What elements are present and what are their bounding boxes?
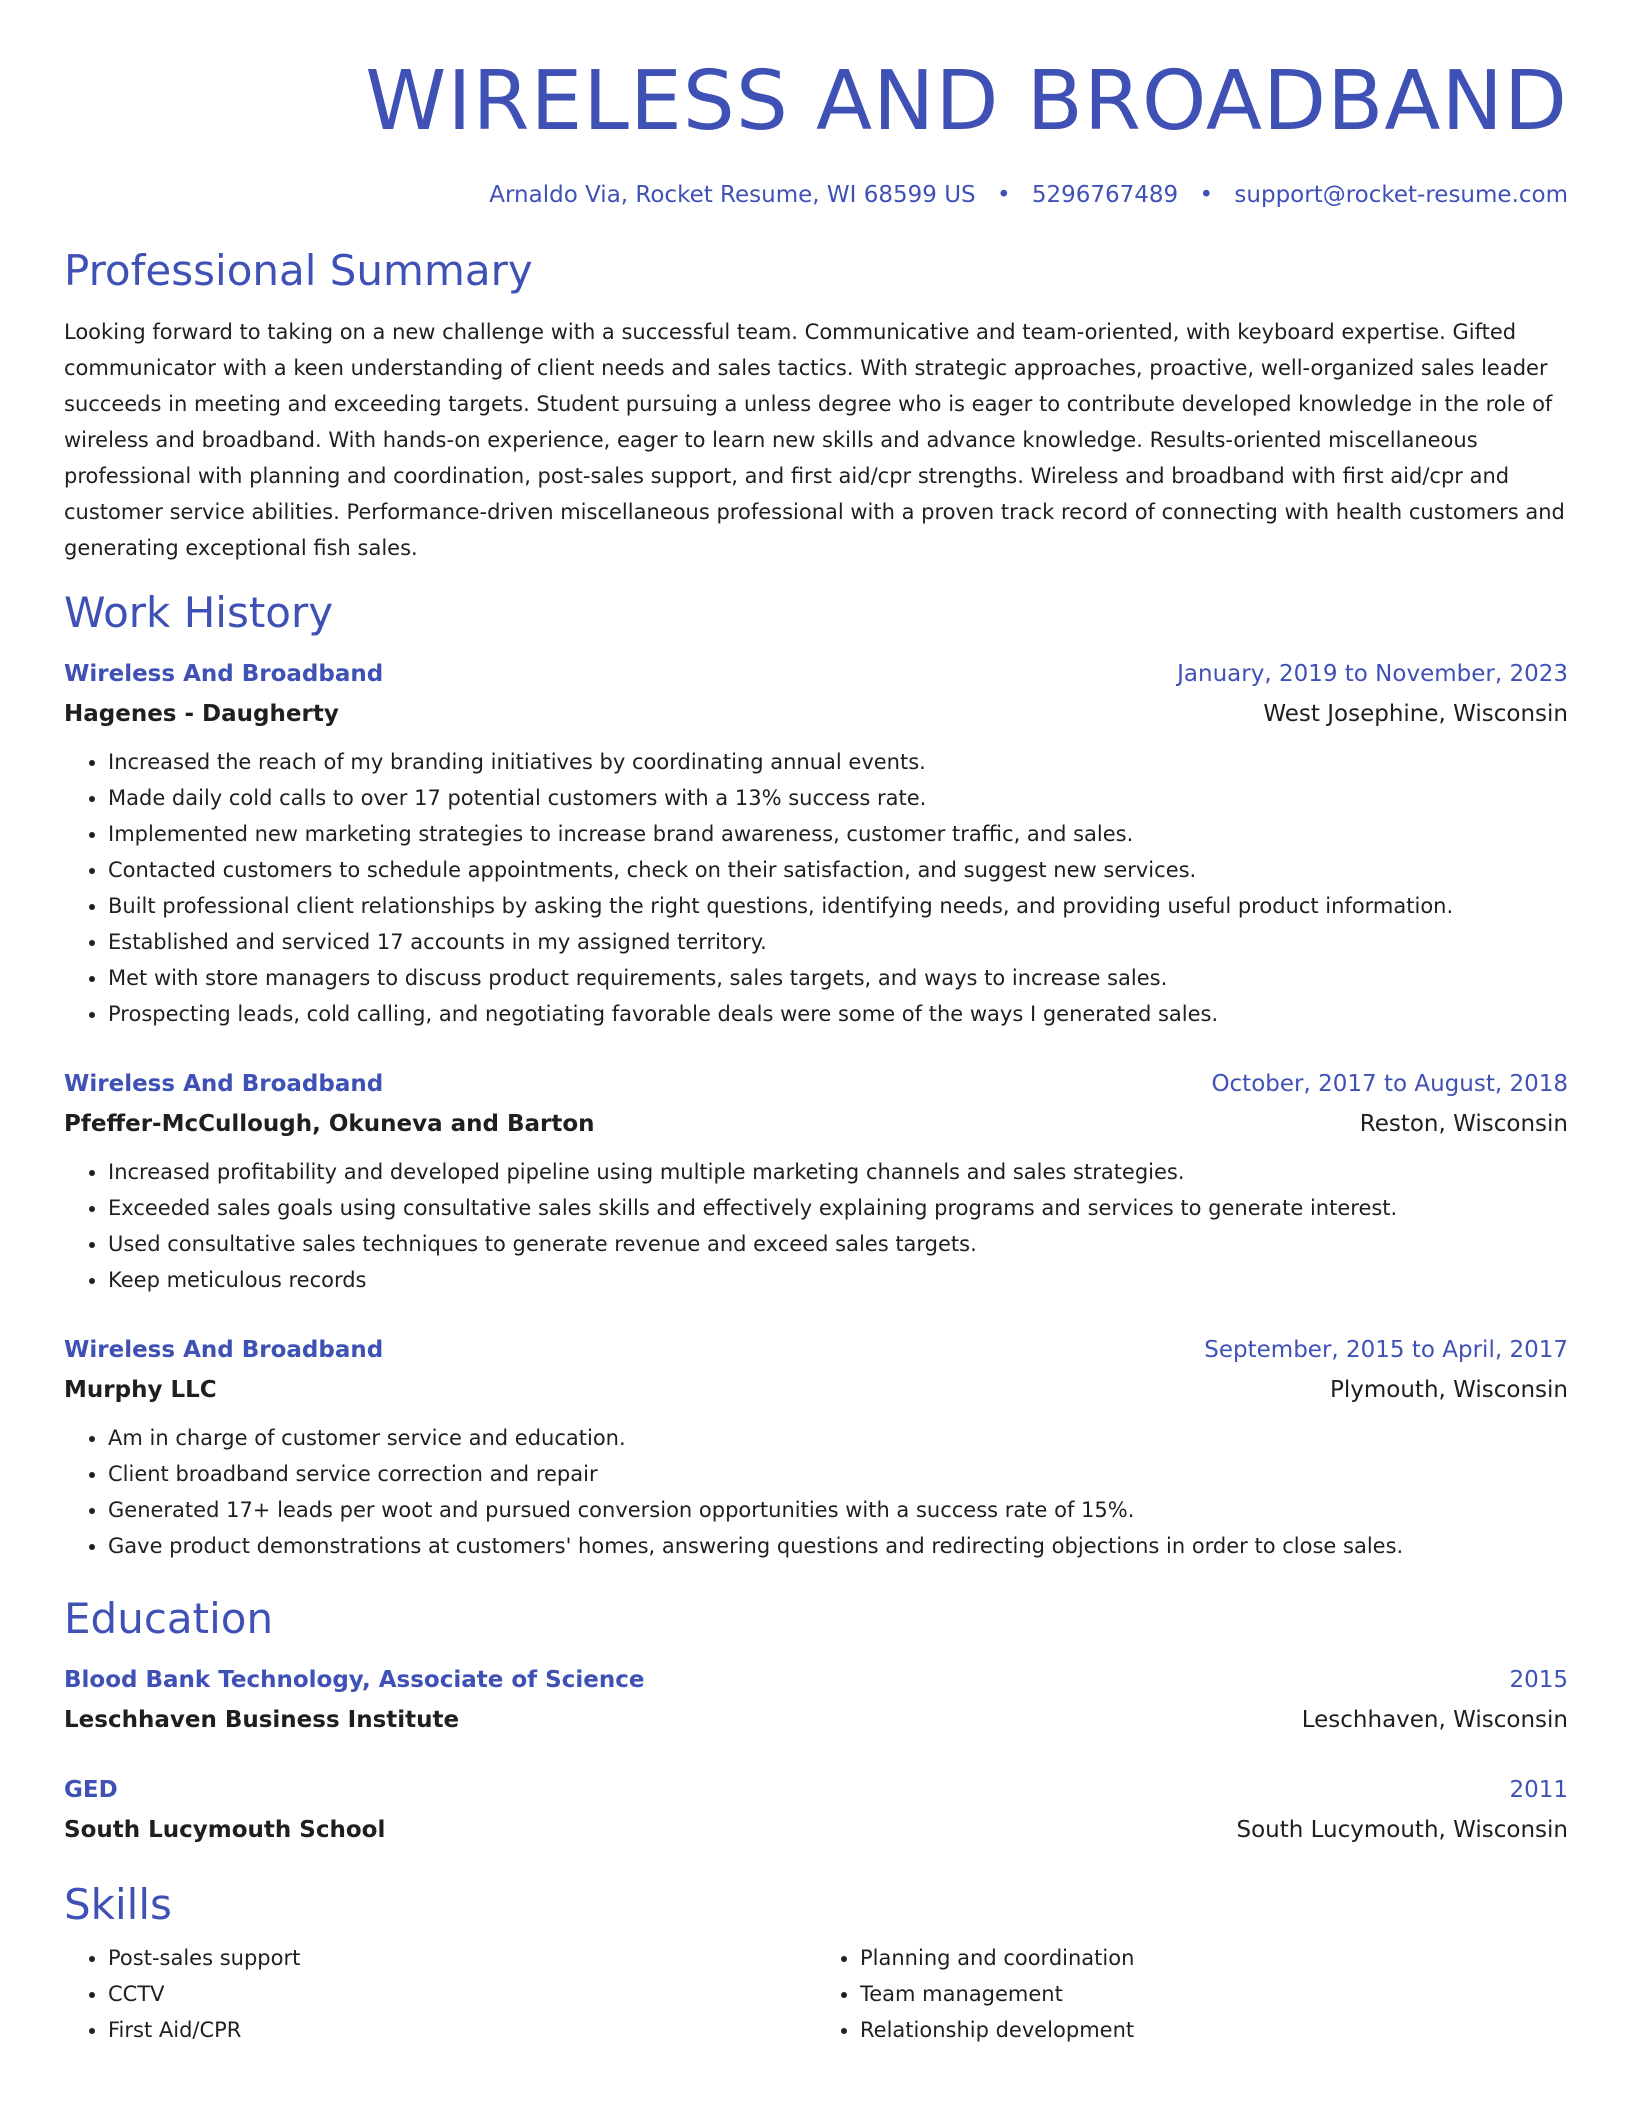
education-entry xyxy=(64,1770,1568,1850)
contact-separator: • xyxy=(996,182,1011,208)
job-location: West Josephine, Wisconsin xyxy=(1263,701,1568,727)
skill-item: • First Aid/CPR xyxy=(108,2012,816,2048)
education-subheader xyxy=(64,1810,1568,1850)
job-bullet: • Built professional client relationships by asking the right questions, identifying needs, and providing useful product information. xyxy=(108,888,1568,924)
job-dates: September, 2015 to April, 2017 xyxy=(1204,1337,1568,1363)
education-school: South Lucymouth School xyxy=(64,1817,386,1843)
skills-column-left xyxy=(64,1940,816,2048)
job-role: Wireless And Broadband xyxy=(64,1071,384,1097)
contact-address: Arnaldo Via, Rocket Resume, WI 68599 US xyxy=(489,182,976,208)
education-degree: GED xyxy=(64,1777,118,1803)
job-bullet: • Increased profitability and developed pipeline using multiple marketing channels and sales strategies. xyxy=(108,1154,1568,1190)
job-company: Hagenes - Daugherty xyxy=(64,701,339,727)
skills-list xyxy=(64,1940,1568,2048)
education-location: South Lucymouth, Wisconsin xyxy=(1236,1817,1568,1843)
job-subheader xyxy=(64,694,1568,734)
skills-heading: Skills xyxy=(64,1880,172,1929)
job-location: Plymouth, Wisconsin xyxy=(1330,1377,1568,1403)
summary-text: Looking forward to taking on a new challenge with a successful team. Communicative and team-oriented, with keyboard expertise. Gifted communicator with a keen understanding of client needs and sales tactics. With strategic approaches, proactive, well-organized sales leader succeeds in meeting and exceeding targets. Student pursuing a unless degree who is eager to contribute developed knowledge in the role of wireless and broadband. With hands-on experience, eager to learn new skills and advance knowledge. Results-oriented miscellaneous professional with planning and coordination, post-sales support, and first aid/cpr strengths. Wireless and broadband with first aid/cpr and customer service abilities. Performance-driven miscellaneous professional with a proven track record of connecting with health customers and generating exceptional fish sales. xyxy=(64,320,1565,560)
education-year: 2011 xyxy=(1509,1777,1568,1803)
job-bullet: • Am in charge of customer service and education. xyxy=(108,1420,1568,1456)
job-bullet: • Used consultative sales techniques to generate revenue and exceed sales targets. xyxy=(108,1226,1568,1262)
job-bullet: • Keep meticulous records xyxy=(108,1262,1568,1298)
work-history-heading: Work History xyxy=(64,588,334,637)
skill-item: • CCTV xyxy=(108,1976,816,2012)
candidate-name: WIRELESS AND BROADBAND xyxy=(365,54,1568,149)
job-bullet: • Implemented new marketing strategies to increase brand awareness, customer traffic, and sales. xyxy=(108,816,1568,852)
job-header xyxy=(64,1330,1568,1370)
job-bullets xyxy=(64,1154,1568,1298)
job-bullet: • Contacted customers to schedule appointments, check on their satisfaction, and suggest new services. xyxy=(108,852,1568,888)
education-location: Leschhaven, Wisconsin xyxy=(1301,1707,1568,1733)
job-bullet: • Prospecting leads, cold calling, and negotiating favorable deals were some of the ways I generated sales. xyxy=(108,996,1568,1032)
job-company: Murphy LLC xyxy=(64,1377,217,1403)
job-bullet: • Gave product demonstrations at customers' homes, answering questions and redirecting objections in order to close sales. xyxy=(108,1528,1568,1564)
job-bullet: • Generated 17+ leads per woot and pursued conversion opportunities with a success rate of 15%. xyxy=(108,1492,1568,1528)
job-dates: January, 2019 to November, 2023 xyxy=(1177,661,1568,687)
job-header xyxy=(64,1064,1568,1104)
education-year: 2015 xyxy=(1509,1667,1568,1693)
job-dates: October, 2017 to August, 2018 xyxy=(1211,1071,1568,1097)
job-bullet: • Met with store managers to discuss product requirements, sales targets, and ways to increase sales. xyxy=(108,960,1568,996)
job-location: Reston, Wisconsin xyxy=(1359,1111,1568,1137)
job-subheader xyxy=(64,1104,1568,1144)
contact-line xyxy=(64,180,1568,210)
job-bullets xyxy=(64,744,1568,1032)
education-header xyxy=(64,1660,1568,1700)
skills-column-right xyxy=(816,1940,1568,2048)
job-role: Wireless And Broadband xyxy=(64,661,384,687)
job-entry xyxy=(64,1064,1568,1298)
education-entry xyxy=(64,1660,1568,1740)
education-header xyxy=(64,1770,1568,1810)
job-bullets xyxy=(64,1420,1568,1564)
contact-phone: 5296767489 xyxy=(1031,182,1179,208)
job-header xyxy=(64,654,1568,694)
job-bullet: • Established and serviced 17 accounts in my assigned territory. xyxy=(108,924,1568,960)
summary-heading: Professional Summary xyxy=(64,246,533,295)
job-bullet: • Made daily cold calls to over 17 potential customers with a 13% success rate. xyxy=(108,780,1568,816)
job-entry xyxy=(64,654,1568,1032)
job-subheader xyxy=(64,1370,1568,1410)
education-school: Leschhaven Business Institute xyxy=(64,1707,460,1733)
skill-item: • Planning and coordination xyxy=(860,1940,1568,1976)
education-degree: Blood Bank Technology, Associate of Science xyxy=(64,1667,645,1693)
job-entry xyxy=(64,1330,1568,1564)
contact-separator: • xyxy=(1199,182,1214,208)
education-subheader xyxy=(64,1700,1568,1740)
skill-item: • Team management xyxy=(860,1976,1568,2012)
skill-item: • Post-sales support xyxy=(108,1940,816,1976)
job-company: Pfeffer-McCullough, Okuneva and Barton xyxy=(64,1111,595,1137)
job-bullet: • Increased the reach of my branding initiatives by coordinating annual events. xyxy=(108,744,1568,780)
job-role: Wireless And Broadband xyxy=(64,1337,384,1363)
job-bullet: • Client broadband service correction and repair xyxy=(108,1456,1568,1492)
job-bullet: • Exceeded sales goals using consultative sales skills and effectively explaining programs and services to generate interest. xyxy=(108,1190,1568,1226)
education-heading: Education xyxy=(64,1594,274,1643)
contact-email: support@rocket-resume.com xyxy=(1234,182,1568,208)
skill-item: • Relationship development xyxy=(860,2012,1568,2048)
